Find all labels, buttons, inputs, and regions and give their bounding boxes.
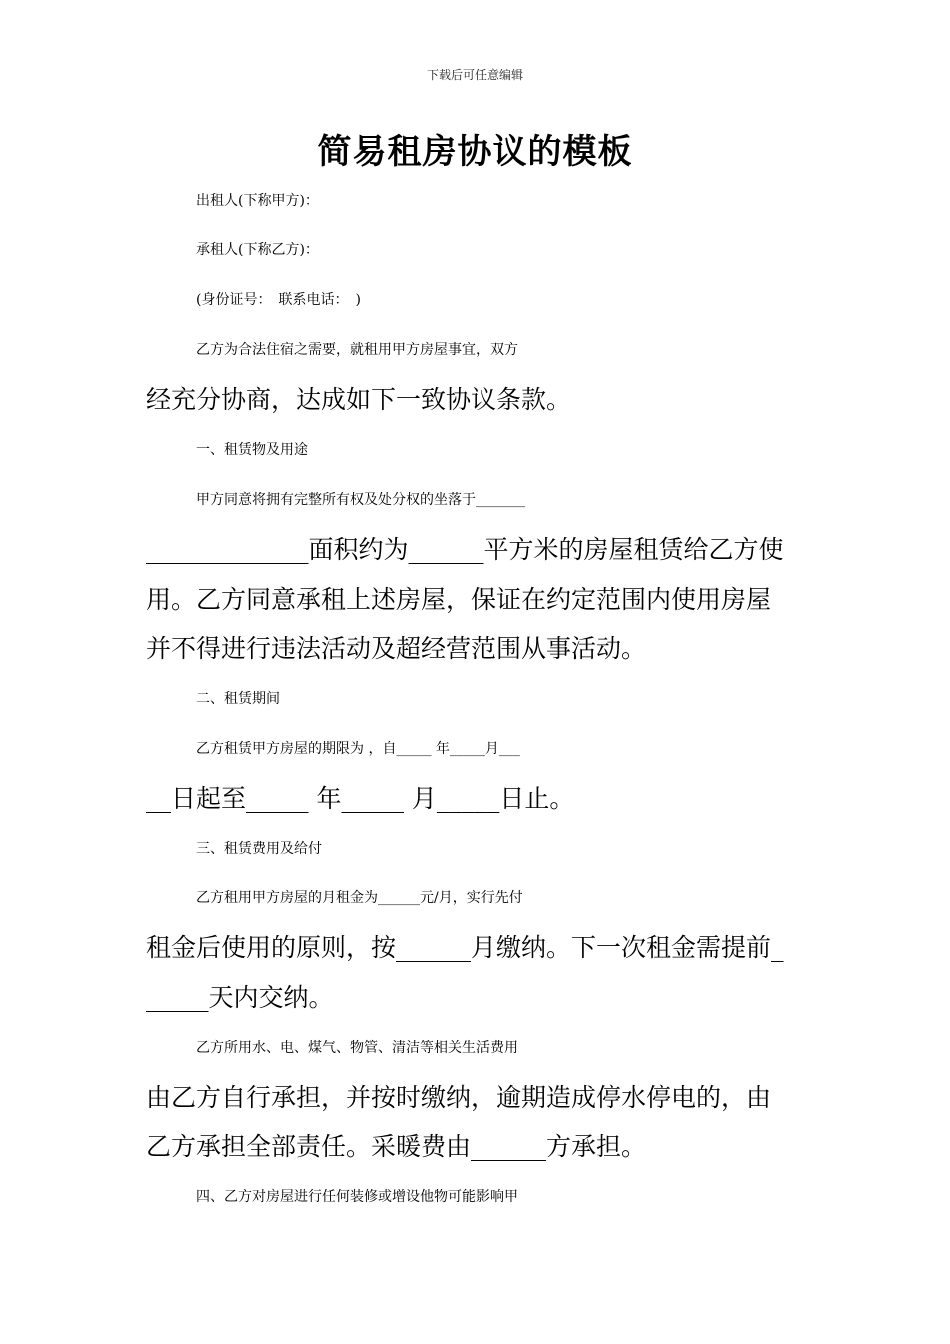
paragraph-line: 乙方租用甲方房屋的月租金为______元/月，实行先付 (196, 890, 523, 906)
paragraph-line: 租金后使用的原则，按______月缴纳。下一次租金需提前_ (146, 933, 784, 962)
paragraph-line: 乙方承担全部责任。采暖费由______方承担。 (146, 1132, 647, 1161)
section-heading: 四、乙方对房屋进行任何装修或增设他物可能影响甲 (196, 1189, 518, 1205)
header-note: 下载后可任意编辑 (426, 68, 523, 82)
paragraph-line: 用。乙方同意承租上述房屋，保证在约定范围内使用房屋 (146, 585, 772, 614)
section-heading: 三、租赁费用及给付 (196, 841, 322, 857)
paragraph-line: 由乙方自行承担，并按时缴纳，逾期造成停水停电的，由 (146, 1083, 772, 1112)
section-heading: 二、租赁期间 (196, 691, 280, 707)
paragraph-line: 甲方同意将拥有完整所有权及处分权的坐落于_______ (196, 492, 525, 508)
paragraph-line: 并不得进行违法活动及超经营范围从事活动。 (146, 634, 647, 663)
lessee-line: 承租人(下称乙方)： (196, 242, 319, 258)
paragraph-line: __日起至_____ 年_____ 月_____日止。 (146, 784, 575, 813)
paragraph-line: 经充分协商，达成如下一致协议条款。 (146, 385, 572, 414)
paragraph-line: _____天内交纳。 (146, 983, 334, 1012)
section-heading: 一、租赁物及用途 (196, 442, 308, 458)
paragraph-line: _____________面积约为______平方米的房屋租赁给乙方使 (146, 535, 784, 564)
id-contact-line: (身份证号： 联系电话： ) (196, 292, 361, 308)
document-title: 简易租房协议的模板 (317, 132, 633, 172)
paragraph-line: 乙方租赁甲方房屋的期限为 ，自_____ 年_____月___ (196, 741, 520, 757)
lessor-line: 出租人(下称甲方)： (196, 193, 319, 209)
paragraph-line: 乙方所用水、电、煤气、物管、清洁等相关生活费用 (196, 1040, 518, 1056)
paragraph-line: 乙方为合法住宿之需要，就租用甲方房屋事宜，双方 (196, 342, 518, 358)
